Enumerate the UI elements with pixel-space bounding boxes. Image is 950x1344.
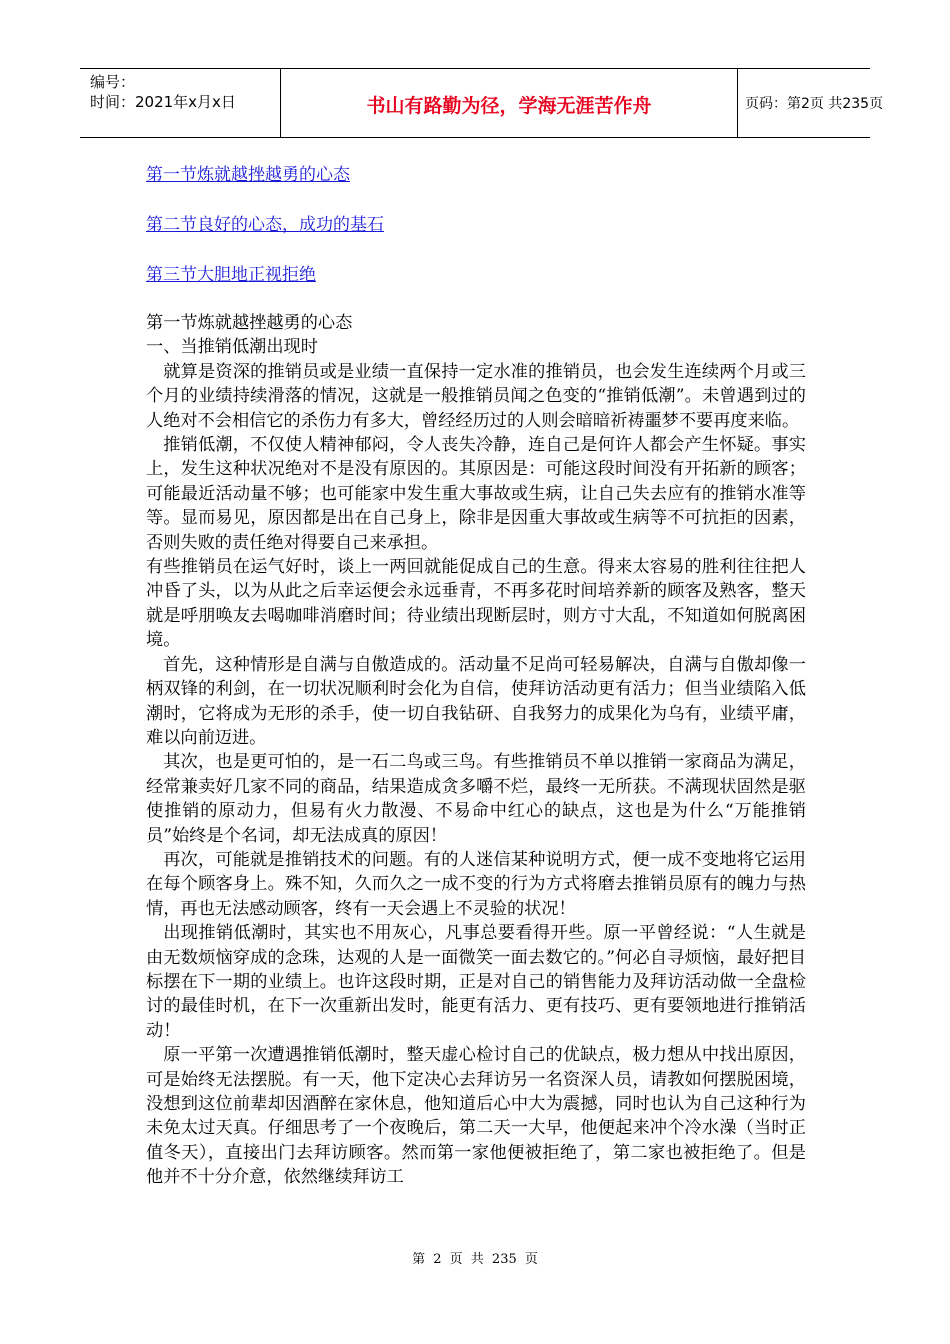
subsection-title: 一、当推销低潮出现时 xyxy=(146,337,318,358)
body-paragraph: 有些推销员在运气好时，谈上一两回就能促成自己的生意。得来太容易的胜利往往把人冲昏了头，以为从此之后幸运便会永远垂青，不再多花时间培养新的顾客及熟客，整天就是呼朋唤友去喝咖啡消磨时间；待业绩出现断层时，则方寸大乱，不知道如何脱离困境。 xyxy=(146,557,806,651)
toc-link-section-2[interactable]: 第二节良好的心态，成功的基石 xyxy=(146,215,384,235)
header-page-number: 页码：第2页 共235页 xyxy=(745,96,884,112)
document-body xyxy=(146,311,806,1190)
section-title: 第一节炼就越挫越勇的心态 xyxy=(146,313,353,333)
body-paragraph: 原一平第一次遭遇推销低潮时，整天虚心检讨自己的优缺点，极力想从中找出原因，可是始终无法摆脱。有一天，他下定决心去拜访另一名资深人员，请教如何摆脱困境，没想到这位前辈却因酒醉在家休息，他知道后心中大为震撼，同时也认为自己这种行为未免太过天真。仔细思考了一个夜晚后，第二天一大早，他便起来冲个冷水澡（当时正值冬天），直接出门去拜访顾客。然而第一家他便被拒绝了，第二家也被拒绝了。但是他并不十分介意，依然继续拜访工 xyxy=(146,1045,806,1188)
document-date-label: 时间：2021年x月x日 xyxy=(90,93,236,111)
header-motto-cell xyxy=(280,69,738,137)
header-page-cell xyxy=(737,69,884,137)
body-paragraph: 首先，这种情形是自满与自傲造成的。活动量不足尚可轻易解决，自满与自傲却像一柄双锋的利剑，在一切状况顺利时会化为自信，使拜访活动更有活力；但当业绩陷入低潮时，它将成为无形的杀手，使一切自我钻研、自我努力的成果化为乌有，业绩平庸，难以向前迈进。 xyxy=(146,654,806,748)
page-header xyxy=(80,68,884,138)
body-paragraph: 出现推销低潮时，其实也不用灰心，凡事总要看得开些。原一平曾经说：“人生就是由无数烦恼穿成的念珠，达观的人是一面微笑一面去数它的。”何必自寻烦恼，最好把目标摆在下一期的业绩上。也许这段时期，正是对自己的销售能力及拜访活动做一全盘检讨的最佳时机，在下一次重新出发时，能更有活力、更有技巧、更有要领地进行推销活动！ xyxy=(146,923,806,1041)
document-number-label: 编号： xyxy=(90,73,136,91)
page-footer: 第 2 页 共 235 页 xyxy=(412,1252,538,1267)
header-motto: 书山有路勤为径，学海无涯苦作舟 xyxy=(366,95,652,117)
body-paragraph: 其次，也是更可怕的，是一石二鸟或三鸟。有些推销员不单以推销一家商品为满足，经常兼卖好几家不同的商品，结果造成贪多嚼不烂，最终一无所获。不满现状固然是驱使推销的原动力，但易有火力散漫、不易命中红心的缺点，这也是为什么“万能推销员”始终是个名词，却无法成真的原因！ xyxy=(146,752,806,846)
toc-link-section-1[interactable]: 第一节炼就越挫越勇的心态 xyxy=(146,165,350,185)
body-paragraph: 就算是资深的推销员或是业绩一直保持一定水准的推销员，也会发生连续两个月或三个月的业绩持续滑落的情况，这就是一般推销员闻之色变的“推销低潮”。未曾遇到过的人绝对不会相信它的杀伤力有多大，曾经经历过的人则会暗暗祈祷噩梦不要再度来临。 xyxy=(146,361,806,431)
header-meta-cell xyxy=(80,69,280,137)
body-paragraph: 再次，可能就是推销技术的问题。有的人迷信某种说明方式，便一成不变地将它运用在每个顾客身上。殊不知，久而久之一成不变的行为方式将磨去推销员原有的魄力与热情，再也无法感动顾客，终有一天会遇上不灵验的状况！ xyxy=(146,849,806,919)
body-paragraph: 推销低潮，不仅使人精神郁闷，令人丧失冷静，连自己是何许人都会产生怀疑。事实上，发生这种状况绝对不是没有原因的。其原因是：可能这段时间没有开拓新的顾客；可能最近活动量不够；也可能家中发生重大事故或生病，让自己失去应有的推销水准等等。显而易见，原因都是出在自己身上，除非是因重大事故或生病等不可抗拒的因素，否则失败的责任绝对得要自己来承担。 xyxy=(146,435,806,553)
toc-link-section-3[interactable]: 第三节大胆地正视拒绝 xyxy=(146,265,316,285)
